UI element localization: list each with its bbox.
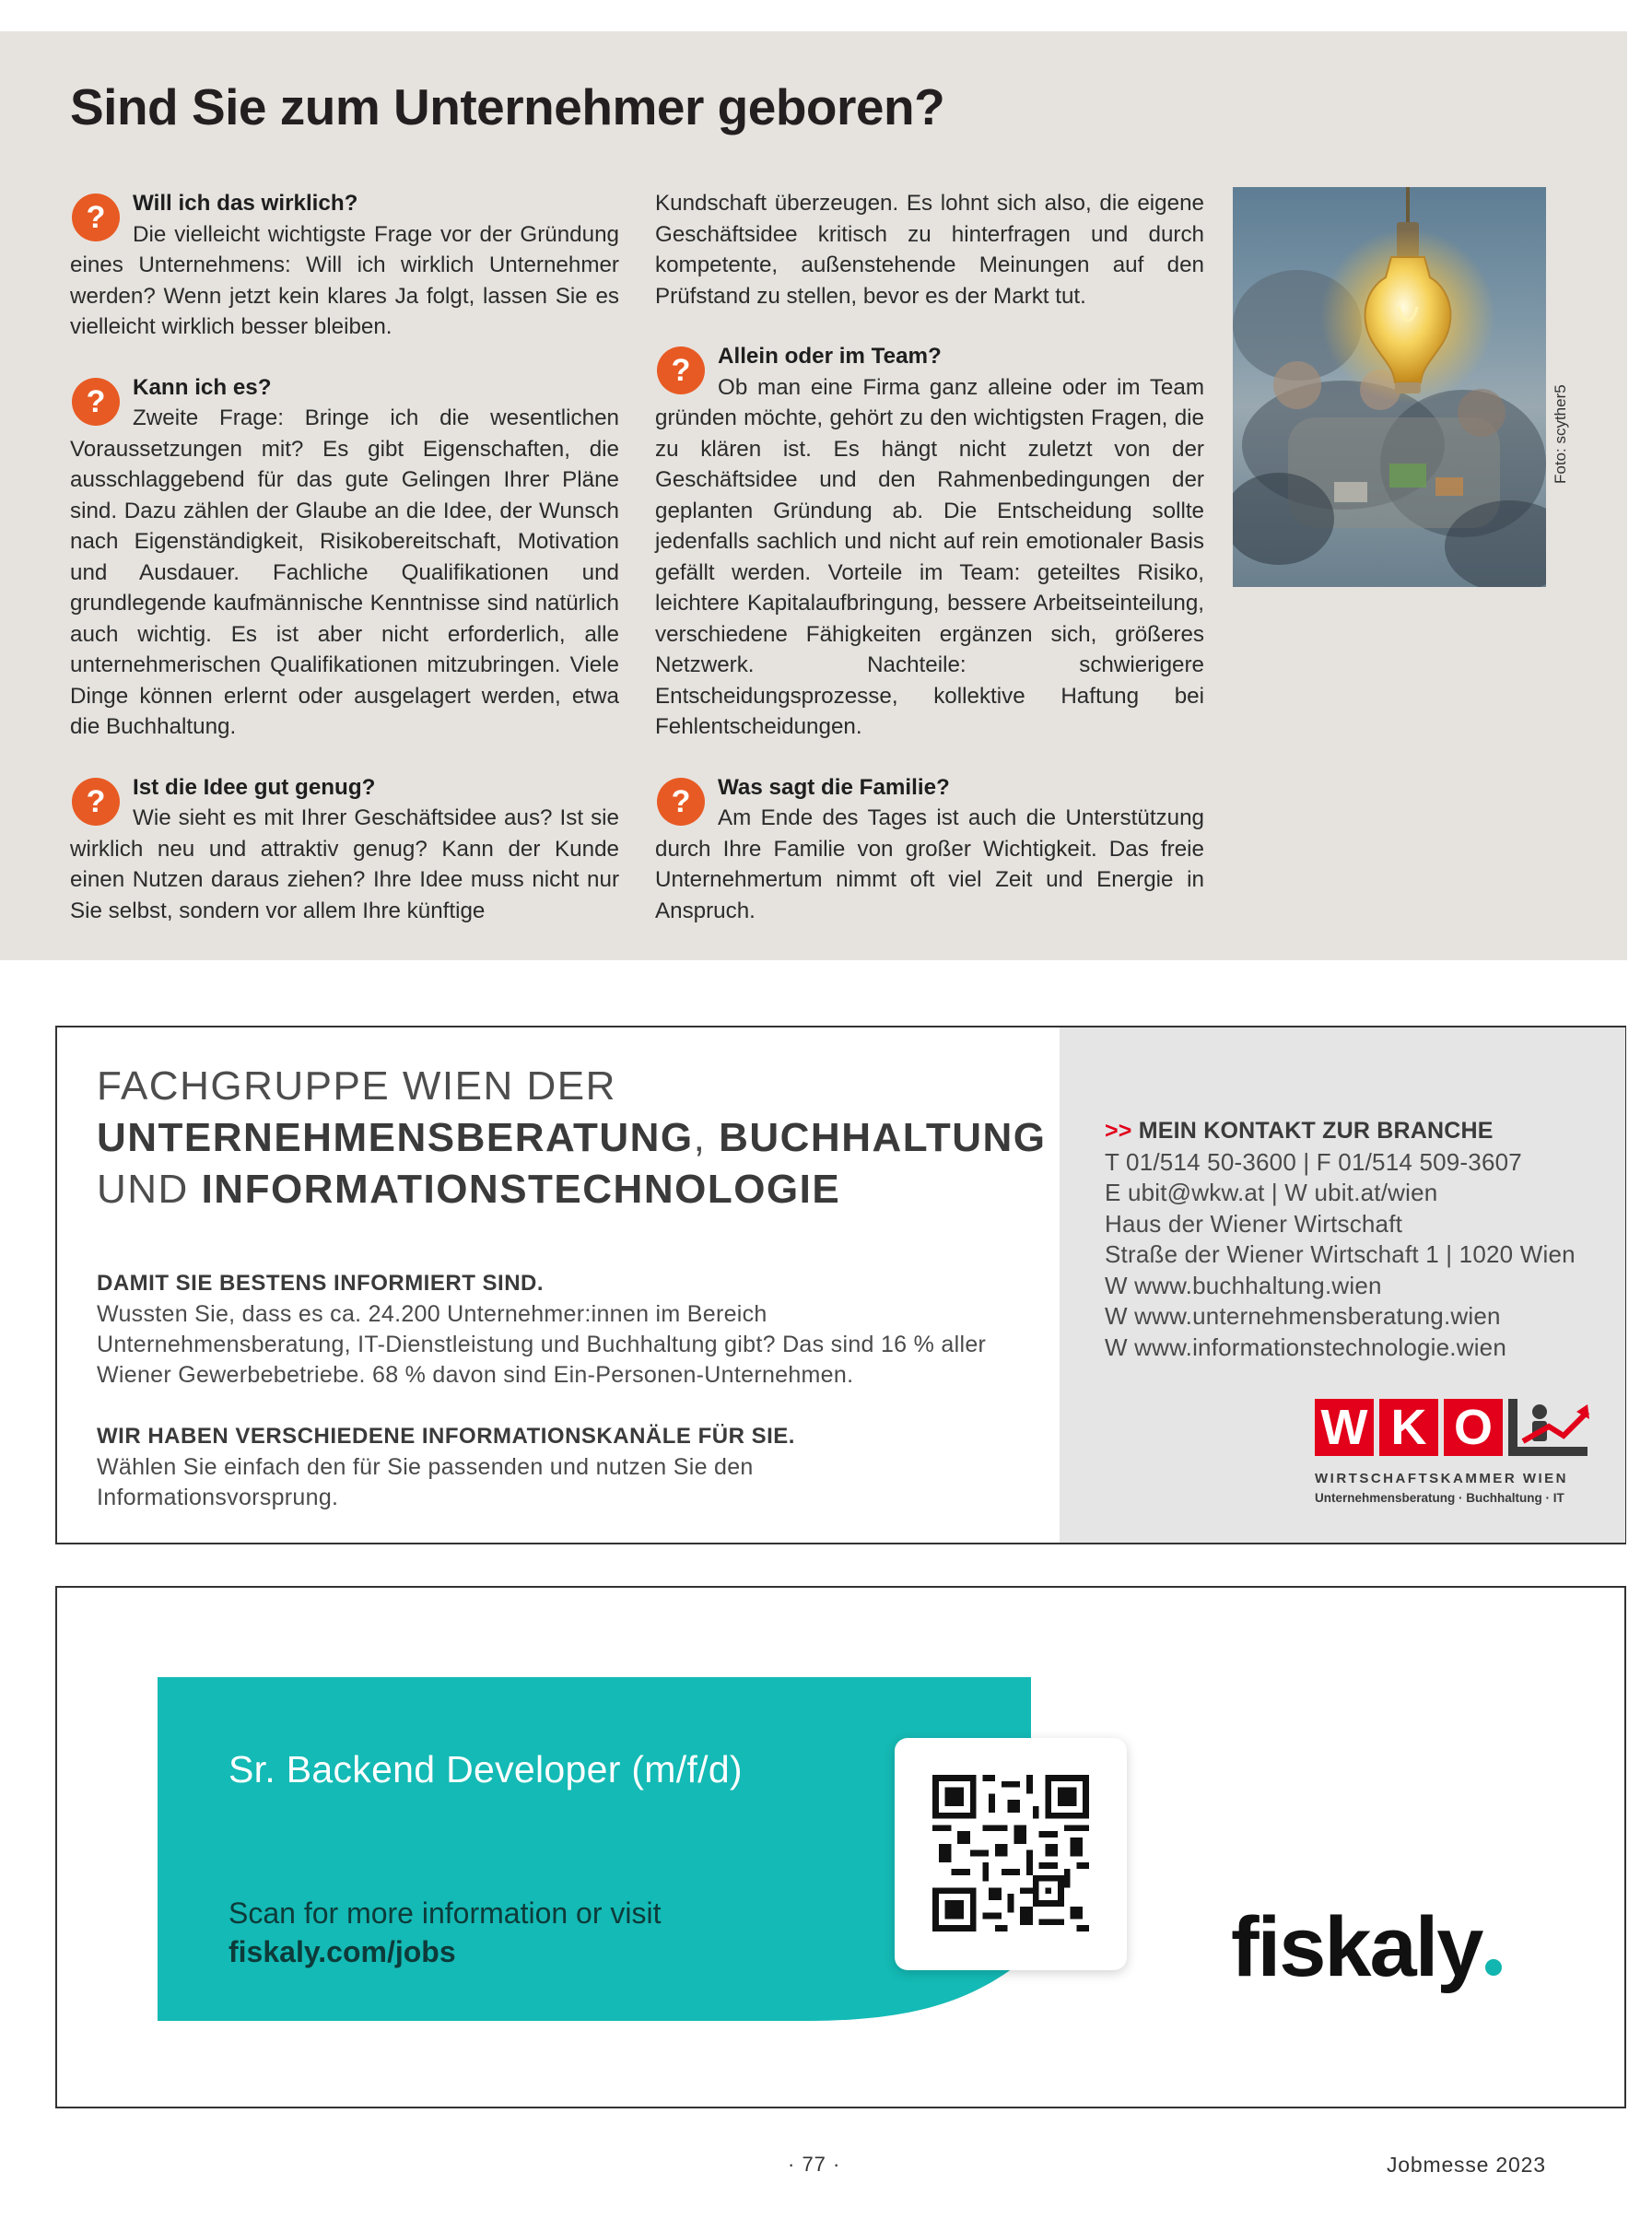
ad-scan-text: Scan for more information or visit xyxy=(228,1896,662,1930)
question-text: Die vielleicht wichtigste Frage vor der Gründung eines Unternehmens: Will ich wirklich Unternehmer werden? Wenn jetzt kein klares Ja folgt, lassen Sie es vielleicht wirklich besser bleiben. xyxy=(70,221,619,339)
wko-logo-letter: O xyxy=(1444,1399,1503,1456)
question-mark-icon: ? xyxy=(657,346,705,394)
photo-credit: Foto: scyther5 xyxy=(1552,384,1569,484)
wko-heading xyxy=(97,1061,1047,1215)
wko-chart-person-icon xyxy=(1508,1399,1591,1458)
question-mark-icon: ? xyxy=(72,194,120,241)
question-mark-icon: ? xyxy=(657,778,705,826)
fiskaly-dot-icon xyxy=(1485,1959,1502,1976)
question-text: Zweite Frage: Bringe ich die wesentlichen Voraussetzungen mit? Es gibt Eigenschaften, die ausschlaggebend für das gute Gelingen Ihrer Pläne sind. Dazu zählen der Glaube an die Idee, der Wunsch nach Eigenständigkeit, Risikobereitschaft, Motivation und Ausdauer. Fachliche Qualifikationen und grundlegende kaufmännische Kenntnisse sind natürlich auch wichtig. Es ist aber nicht erforderlich, alle unternehmerischen Qualifikationen mitzubringen. Viele Dinge können erlernt oder ausgelagert werden, etwa die Buchhaltung. xyxy=(70,405,619,739)
question-text: Wie sieht es mit Ihrer Geschäftsidee aus? Ist sie wirklich neu und attraktiv genug? Kann der Kunde einen Nutzen daraus ziehen? Ihre Idee muss nicht nur Sie selbst, sondern vor allem Ihre künftige xyxy=(70,805,619,923)
question-title: Allein oder im Team? xyxy=(718,344,942,369)
wko-heading-line-1: FACHGRUPPE WIEN DER xyxy=(97,1063,616,1109)
page-number: · 77 · xyxy=(788,2153,841,2176)
question-title: Was sagt die Familie? xyxy=(718,774,950,800)
qr-code-icon[interactable] xyxy=(932,1775,1089,1931)
contact-email[interactable]: E ubit@wkw.at | W ubit.at/wien xyxy=(1105,1179,1438,1206)
question-text: Ob man eine Firma ganz alleine oder im Team gründen möchte, gehört zu den wichtigsten Fragen, die zu klären ist. Es hängt nicht zuletzt von der Geschäftsidee und den Rahmenbedingungen der geplanten Gründung ab. Die Entscheidung sollte jedenfalls sachlich und nicht auf rein emotionaler Basis gefällt werden. Vorteile im Team: geteiltes Risiko, leichtere Kapitalaufbringung, bessere Arbeitseinteilung, verschiedene Fähigkeiten ergänzen sich, größeres Netzwerk. Nachteile: schwierigere Entscheidungsprozesse, kollektive Haftung bei Fehlentscheidungen. xyxy=(655,374,1204,739)
wko-text-1: Wussten Sie, dass es ca. 24.200 Unternehmer:innen im Bereich Unternehmensberatung, IT-Dienstleistung und Buchhaltung gibt? Das sind 16 % aller Wiener Gewerbebetriebe. 68 % davon sind Ein-Personen-Unternehmen. xyxy=(97,1301,987,1388)
contact-address: Straße der Wiener Wirtschaft 1 | 1020 Wien xyxy=(1105,1240,1576,1268)
question-mark-icon: ? xyxy=(72,778,120,826)
article-column-1 xyxy=(70,188,619,926)
wko-logo-letter: W xyxy=(1315,1399,1374,1456)
question-section xyxy=(70,372,619,743)
ad-jobs-link[interactable]: fiskaly.com/jobs xyxy=(228,1935,456,1968)
question-text: Am Ende des Tages ist auch die Unterstützung durch Ihre Familie von großer Wichtigkeit. Das freie Unternehmertum nimmt oft viel Zeit und Energie in Anspruch. xyxy=(655,805,1204,923)
article-title: Sind Sie zum Unternehmer geboren? xyxy=(70,78,945,135)
article-column-2 xyxy=(655,188,1204,926)
footer-label: Jobmesse 2023 xyxy=(1387,2153,1546,2177)
contact-link-informationstechnologie[interactable]: W www.informationstechnologie.wien xyxy=(1105,1333,1506,1361)
wko-subheading-1: DAMIT SIE BESTENS INFORMIERT SIND. xyxy=(97,1271,545,1296)
job-title: Sr. Backend Developer (m/f/d) xyxy=(228,1748,743,1790)
contact-link-buchhaltung[interactable]: W www.buchhaltung.wien xyxy=(1105,1271,1382,1299)
question-section xyxy=(70,772,619,927)
question-title: Kann ich es? xyxy=(133,374,272,400)
question-section xyxy=(70,188,619,343)
wko-heading-line-2: UNTERNEHMENSBERATUNG, BUCHHALTUNG xyxy=(97,1115,1047,1160)
question-section xyxy=(655,341,1204,743)
wko-logo-subtitle: Unternehmensberatung · Buchhaltung · IT xyxy=(1315,1491,1564,1505)
fiskaly-logo: fiskaly xyxy=(1231,1899,1502,1996)
wko-logo-name: WIRTSCHAFTSKAMMER WIEN xyxy=(1315,1471,1568,1486)
question-title: Ist die Idee gut genug? xyxy=(133,774,376,800)
double-arrow-icon: >> xyxy=(1105,1118,1132,1144)
wko-logo-letter: K xyxy=(1379,1399,1438,1456)
question-text-continued: Kundschaft überzeugen. Es lohnt sich also, die eigene Geschäftsidee kritisch zu hinterfragen und durch kompetente, außenstehende Meinungen auf den Prüfstand zu stellen, bevor es der Markt tut. xyxy=(655,191,1204,309)
wko-subheading-2: WIR HABEN VERSCHIEDENE INFORMATIONSKANÄLE FÜR SIE. xyxy=(97,1424,795,1449)
contact-link-unternehmensberatung[interactable]: W www.unternehmensberatung.wien xyxy=(1105,1302,1501,1330)
wko-heading-line-3: UND INFORMATIONSTECHNOLOGIE xyxy=(97,1167,841,1212)
lightbulb-meeting-photo xyxy=(1233,187,1546,587)
question-mark-icon: ? xyxy=(72,378,120,426)
wko-text-2: Wählen Sie einfach den für Sie passenden und nutzen Sie den Informationsvorsprung. xyxy=(97,1454,754,1510)
contact-heading: >> MEIN KONTAKT ZUR BRANCHE xyxy=(1105,1118,1494,1144)
photo-illustration xyxy=(1233,187,1546,587)
contact-building: Haus der Wiener Wirtschaft xyxy=(1105,1209,1403,1238)
wko-contact xyxy=(1105,1116,1576,1363)
contact-phone: T 01/514 50-3600 | F 01/514 509-3607 xyxy=(1105,1147,1522,1176)
question-title: Will ich das wirklich? xyxy=(133,191,358,216)
question-section xyxy=(655,772,1204,927)
